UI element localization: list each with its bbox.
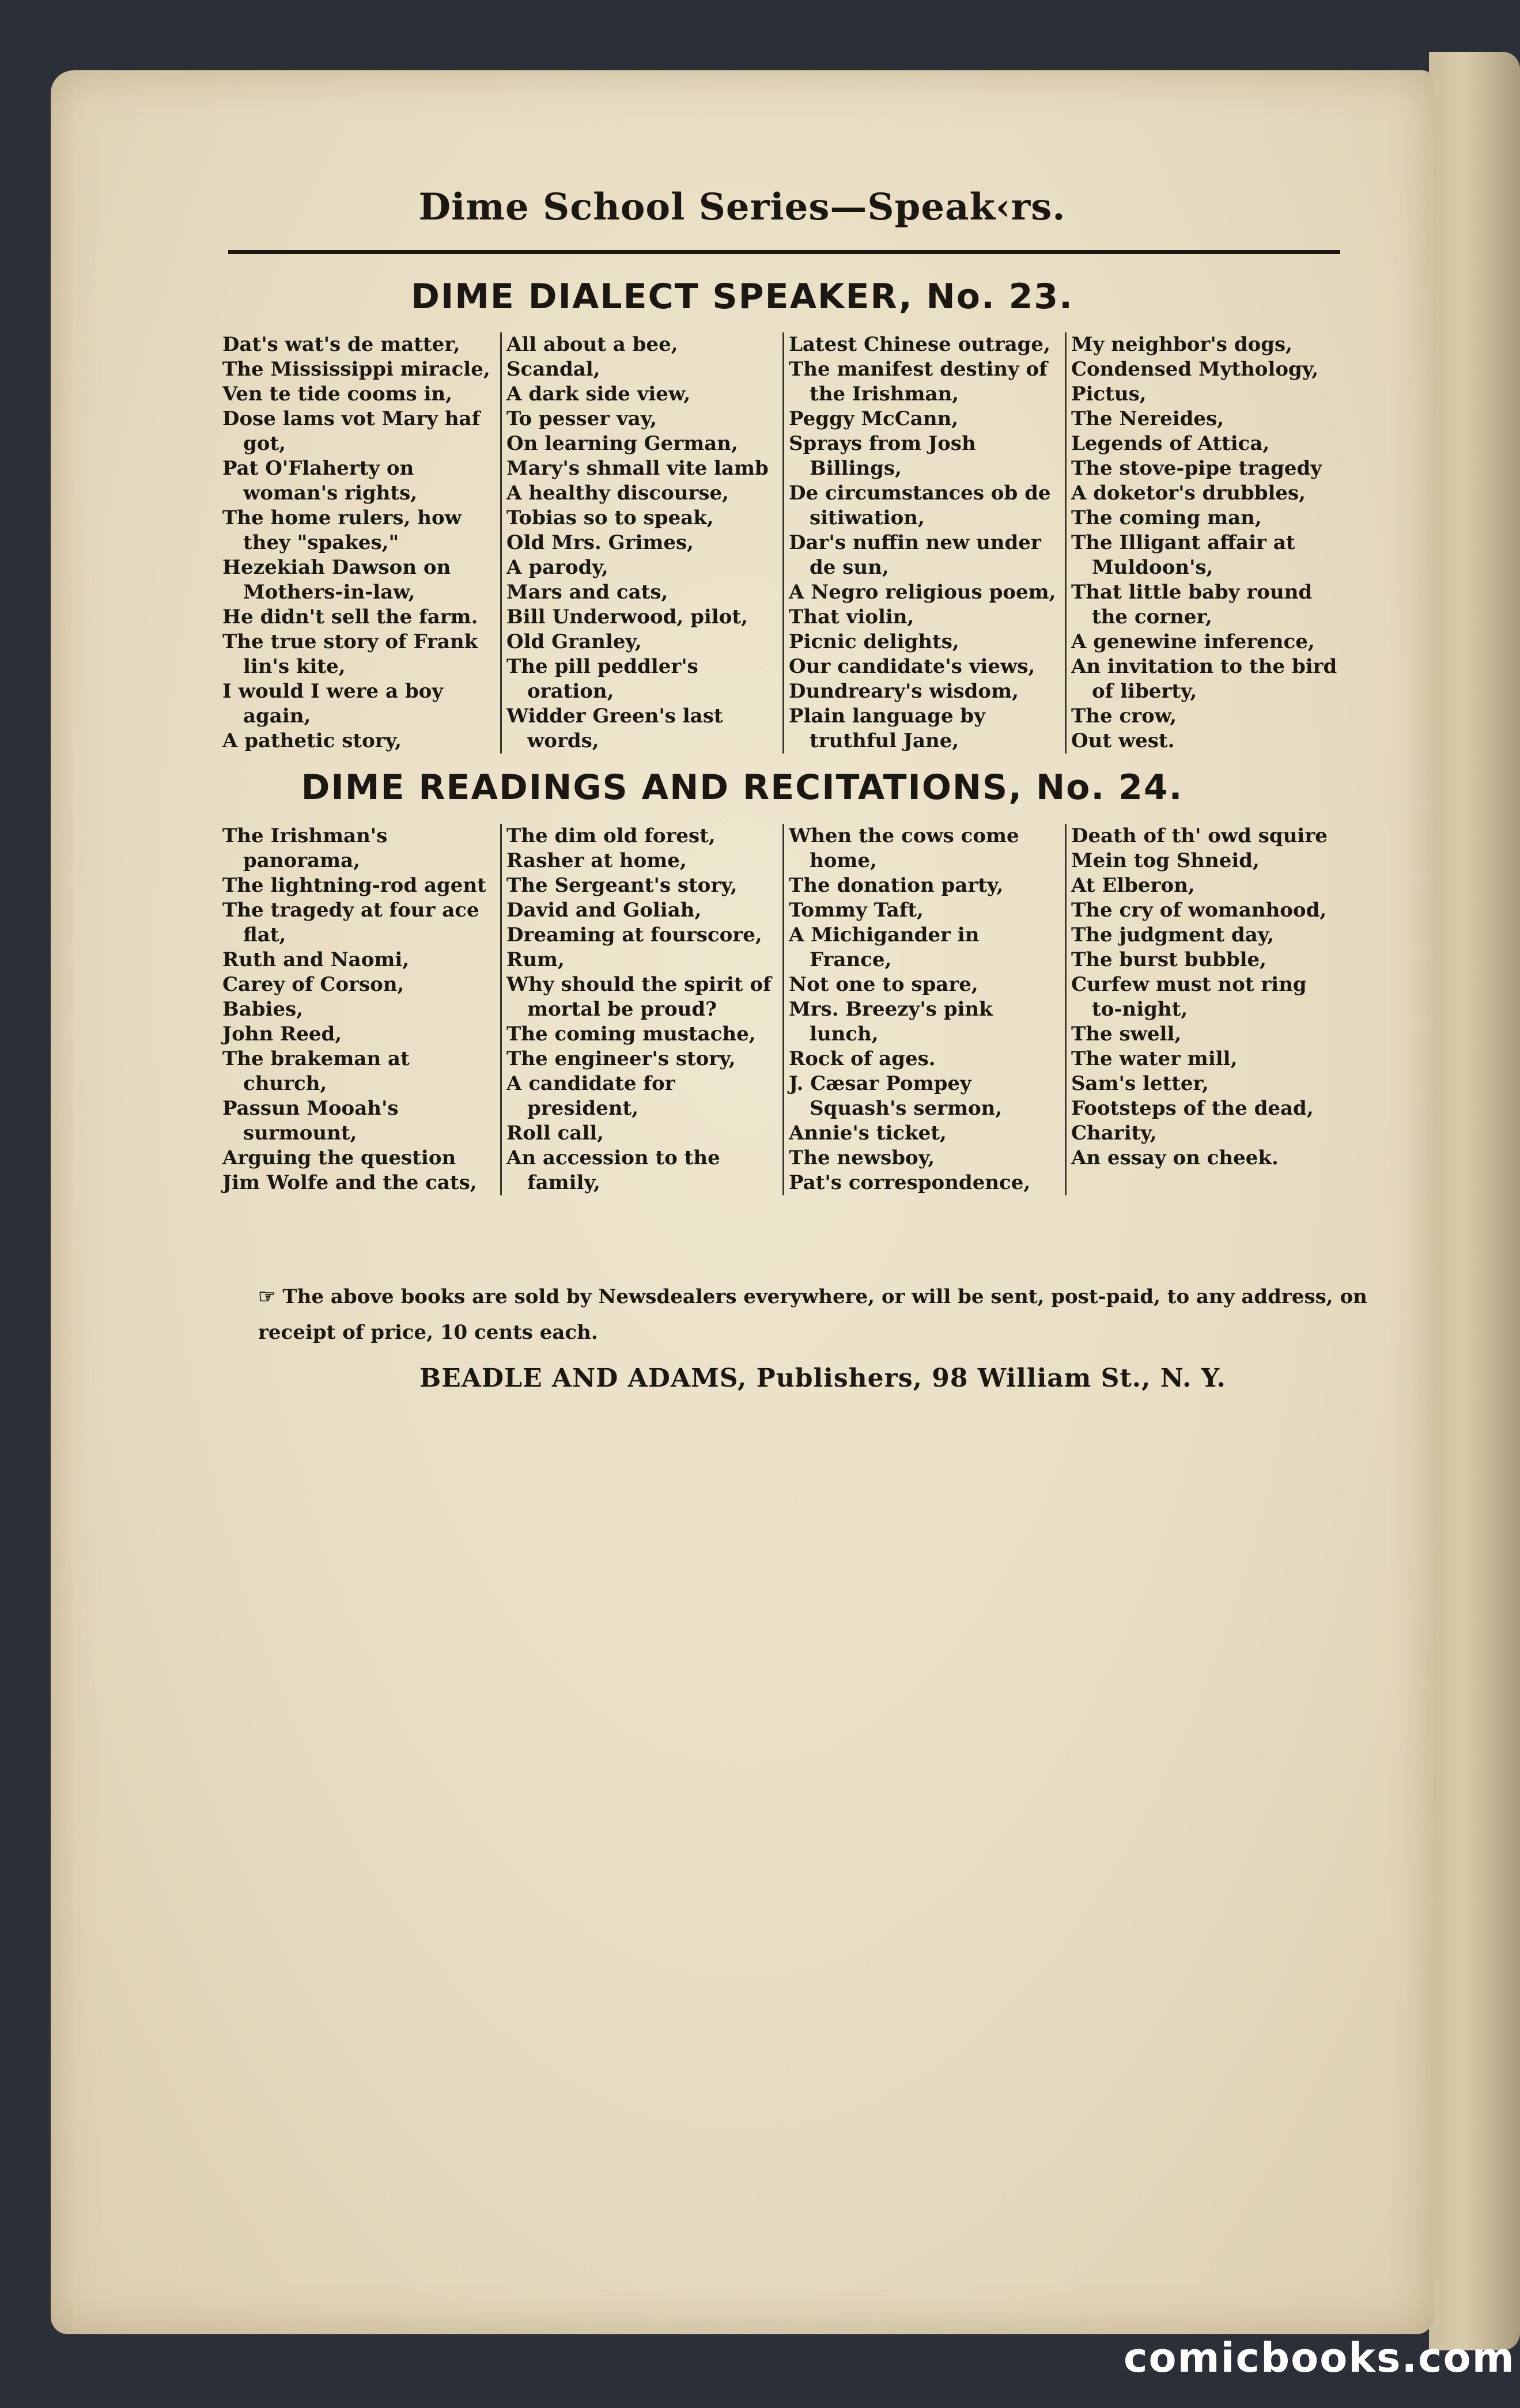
title-entry: A candidate for president, bbox=[506, 1072, 675, 1120]
title-entry: The engineer's story, bbox=[506, 1047, 736, 1070]
title-entry: A parody, bbox=[506, 556, 608, 579]
column-3 bbox=[782, 824, 1065, 1195]
title-entry: The Sergeant's story, bbox=[506, 874, 738, 897]
title-entry: Pat's correspondence, bbox=[789, 1171, 1031, 1194]
title-entry: The true story of Frank lin's kite, bbox=[222, 630, 478, 678]
title-entry: Curfew must not ring to-night, bbox=[1071, 973, 1307, 1021]
title-entry: Sam's letter, bbox=[1071, 1072, 1209, 1095]
column-3 bbox=[782, 332, 1065, 754]
title-entry: Sprays from Josh Billings, bbox=[789, 432, 976, 480]
title-entry: J. Cæsar Pompey Squash's sermon, bbox=[789, 1072, 1003, 1120]
title-entry: Passun Mooah's surmount, bbox=[222, 1097, 399, 1145]
title-entry: An essay on cheek. bbox=[1071, 1146, 1279, 1169]
title-entry: A pathetic story, bbox=[222, 729, 402, 752]
column-1 bbox=[218, 332, 500, 754]
title-entry: Ruth and Naomi, bbox=[222, 948, 410, 971]
title-entry: An accession to the family, bbox=[506, 1146, 720, 1194]
title-entry: The burst bubble, bbox=[1071, 948, 1267, 971]
title-entry: The tragedy at four ace flat, bbox=[222, 899, 479, 946]
title-entry: Pictus, bbox=[1071, 383, 1147, 406]
title-entry: Condensed Mythology, bbox=[1071, 358, 1319, 381]
book-page bbox=[51, 70, 1434, 2334]
title-entry: Charity, bbox=[1071, 1122, 1157, 1145]
title-entry: The water mill, bbox=[1071, 1047, 1238, 1070]
title-entry: The newsboy, bbox=[789, 1146, 935, 1169]
title-entry: The home rulers, how they "spakes," bbox=[222, 506, 462, 554]
title-entry: A dark side view, bbox=[506, 383, 691, 406]
title-entry: A genewine inference, bbox=[1071, 630, 1315, 653]
title-entry: John Reed, bbox=[222, 1023, 342, 1046]
title-entry: The Irishman's panorama, bbox=[222, 824, 388, 872]
title-entry: The brakeman at church, bbox=[222, 1047, 410, 1095]
title-entry: To pesser vay, bbox=[506, 407, 657, 430]
title-entry: A Negro religious poem, bbox=[789, 581, 1056, 604]
title-entry: Rasher at home, bbox=[506, 849, 687, 872]
title-entry: On learning German, bbox=[506, 432, 738, 455]
title-entry: Latest Chinese outrage, bbox=[789, 333, 1050, 356]
title-entry: Plain language by truthful Jane, bbox=[789, 705, 985, 752]
title-entry: Hezekiah Dawson on Mothers-in-law, bbox=[222, 556, 451, 604]
title-entry: Bill Underwood, pilot, bbox=[506, 605, 748, 628]
title-entry: Scandal, bbox=[506, 358, 600, 381]
title-entry: The Nereides, bbox=[1071, 407, 1224, 430]
title-entry: The cry of womanhood, bbox=[1071, 899, 1327, 922]
column-1 bbox=[218, 824, 500, 1195]
title-entry: An invitation to the bird of liberty, bbox=[1071, 655, 1337, 703]
title-entry: My neighbor's dogs, bbox=[1071, 333, 1292, 356]
title-entry: All about a bee, bbox=[506, 333, 678, 356]
title-entry: Our candidate's views, bbox=[789, 655, 1035, 678]
title-entry: David and Goliah, bbox=[506, 899, 702, 922]
sales-notice: ☞ The above books are sold by Newsdealers everywhere, or will be sent, post-paid, to any address, on receipt of price, 10 cents each. bbox=[258, 1285, 1367, 1344]
title-entry: Dose lams vot Mary haf got, bbox=[222, 407, 481, 455]
title-entry: Death of th' owd squire bbox=[1071, 824, 1328, 847]
title-entry: That little baby round the corner, bbox=[1071, 581, 1313, 628]
title-entry: Legends of Attica, bbox=[1071, 432, 1270, 455]
title-entry: The manifest destiny of the Irishman, bbox=[789, 358, 1048, 406]
section-columns-readings-recitations bbox=[218, 824, 1347, 1195]
title-entry: Rum, bbox=[506, 948, 565, 971]
title-entry: Rock of ages. bbox=[789, 1047, 936, 1070]
title-entry: The pill peddler's oration, bbox=[506, 655, 698, 703]
section-title-dialect-speaker: DIME DIALECT SPEAKER, No. 23. bbox=[411, 277, 1073, 317]
title-entry: The swell, bbox=[1071, 1023, 1182, 1046]
site-watermark: comicbooks.com bbox=[1124, 2334, 1515, 2382]
title-entry: Not one to spare, bbox=[789, 973, 978, 996]
title-entry: De circumstances ob de sitiwation, bbox=[789, 482, 1051, 529]
column-2 bbox=[500, 332, 782, 754]
header-rule bbox=[228, 250, 1340, 254]
title-entry: Mrs. Breezy's pink lunch, bbox=[789, 998, 993, 1046]
title-entry: Annie's ticket, bbox=[789, 1122, 947, 1145]
column-4 bbox=[1065, 824, 1347, 1195]
title-entry: Dar's nuffin new under de sun, bbox=[789, 531, 1041, 579]
title-entry: Widder Green's last words, bbox=[506, 705, 723, 752]
title-entry: Tommy Taft, bbox=[789, 899, 924, 922]
section-title-readings-recitations: DIME READINGS AND RECITATIONS, No. 24. bbox=[301, 767, 1184, 808]
adjacent-page-edge bbox=[1429, 52, 1520, 2350]
title-entry: The coming mustache, bbox=[506, 1023, 756, 1046]
title-entry: Mary's shmall vite lamb bbox=[506, 457, 769, 480]
title-entry: Roll call, bbox=[506, 1122, 604, 1145]
title-entry: Mein tog Shneid, bbox=[1071, 849, 1260, 872]
title-entry: The Mississippi miracle, bbox=[222, 358, 490, 381]
title-entry: He didn't sell the farm. bbox=[222, 605, 478, 628]
title-entry: Pat O'Flaherty on woman's rights, bbox=[222, 457, 418, 505]
publisher-line: BEADLE AND ADAMS, Publishers, 98 William St., N. Y. bbox=[419, 1364, 1226, 1393]
title-entry: The stove-pipe tragedy bbox=[1071, 457, 1322, 480]
title-entry: Carey of Corson, bbox=[222, 973, 404, 996]
title-entry: The coming man, bbox=[1071, 506, 1262, 529]
title-entry: The Illigant affair at Muldoon's, bbox=[1071, 531, 1295, 579]
title-entry: Dreaming at fourscore, bbox=[506, 923, 762, 946]
title-entry: The judgment day, bbox=[1071, 923, 1275, 946]
title-entry: Tobias so to speak, bbox=[506, 506, 714, 529]
running-head: Dime School Series—Speak‹rs. bbox=[418, 185, 1066, 229]
title-entry: Mars and cats, bbox=[506, 581, 668, 604]
title-entry: When the cows come home, bbox=[789, 824, 1019, 872]
title-entry: Jim Wolfe and the cats, bbox=[222, 1171, 477, 1194]
title-entry: Peggy McCann, bbox=[789, 407, 959, 430]
title-entry: The dim old forest, bbox=[506, 824, 716, 847]
title-entry: That violin, bbox=[789, 605, 914, 628]
title-entry: Footsteps of the dead, bbox=[1071, 1097, 1314, 1120]
title-entry: Dundreary's wisdom, bbox=[789, 680, 1019, 703]
title-entry: I would I were a boy again, bbox=[222, 680, 444, 728]
title-entry: Old Mrs. Grimes, bbox=[506, 531, 694, 554]
title-entry: A healthy discourse, bbox=[506, 482, 729, 505]
title-entry: Ven te tide cooms in, bbox=[222, 383, 452, 406]
title-entry: Dat's wat's de matter, bbox=[222, 333, 460, 356]
title-entry: Why should the spirit of mortal be proud? bbox=[506, 973, 772, 1021]
title-entry: A doketor's drubbles, bbox=[1071, 482, 1306, 505]
title-entry: Old Granley, bbox=[506, 630, 642, 653]
title-entry: The crow, bbox=[1071, 705, 1177, 728]
section-columns-dialect-speaker bbox=[218, 332, 1347, 754]
title-entry: Arguing the question bbox=[222, 1146, 456, 1169]
title-entry: At Elberon, bbox=[1071, 874, 1195, 897]
title-entry: Picnic delights, bbox=[789, 630, 959, 653]
title-entry: A Michigander in France, bbox=[789, 923, 980, 971]
title-entry: Babies, bbox=[222, 998, 304, 1021]
title-entry: The donation party, bbox=[789, 874, 1004, 897]
column-4 bbox=[1065, 332, 1347, 754]
column-2 bbox=[500, 824, 782, 1195]
title-entry: The lightning-rod agent bbox=[222, 874, 486, 897]
title-entry: Out west. bbox=[1071, 729, 1175, 752]
